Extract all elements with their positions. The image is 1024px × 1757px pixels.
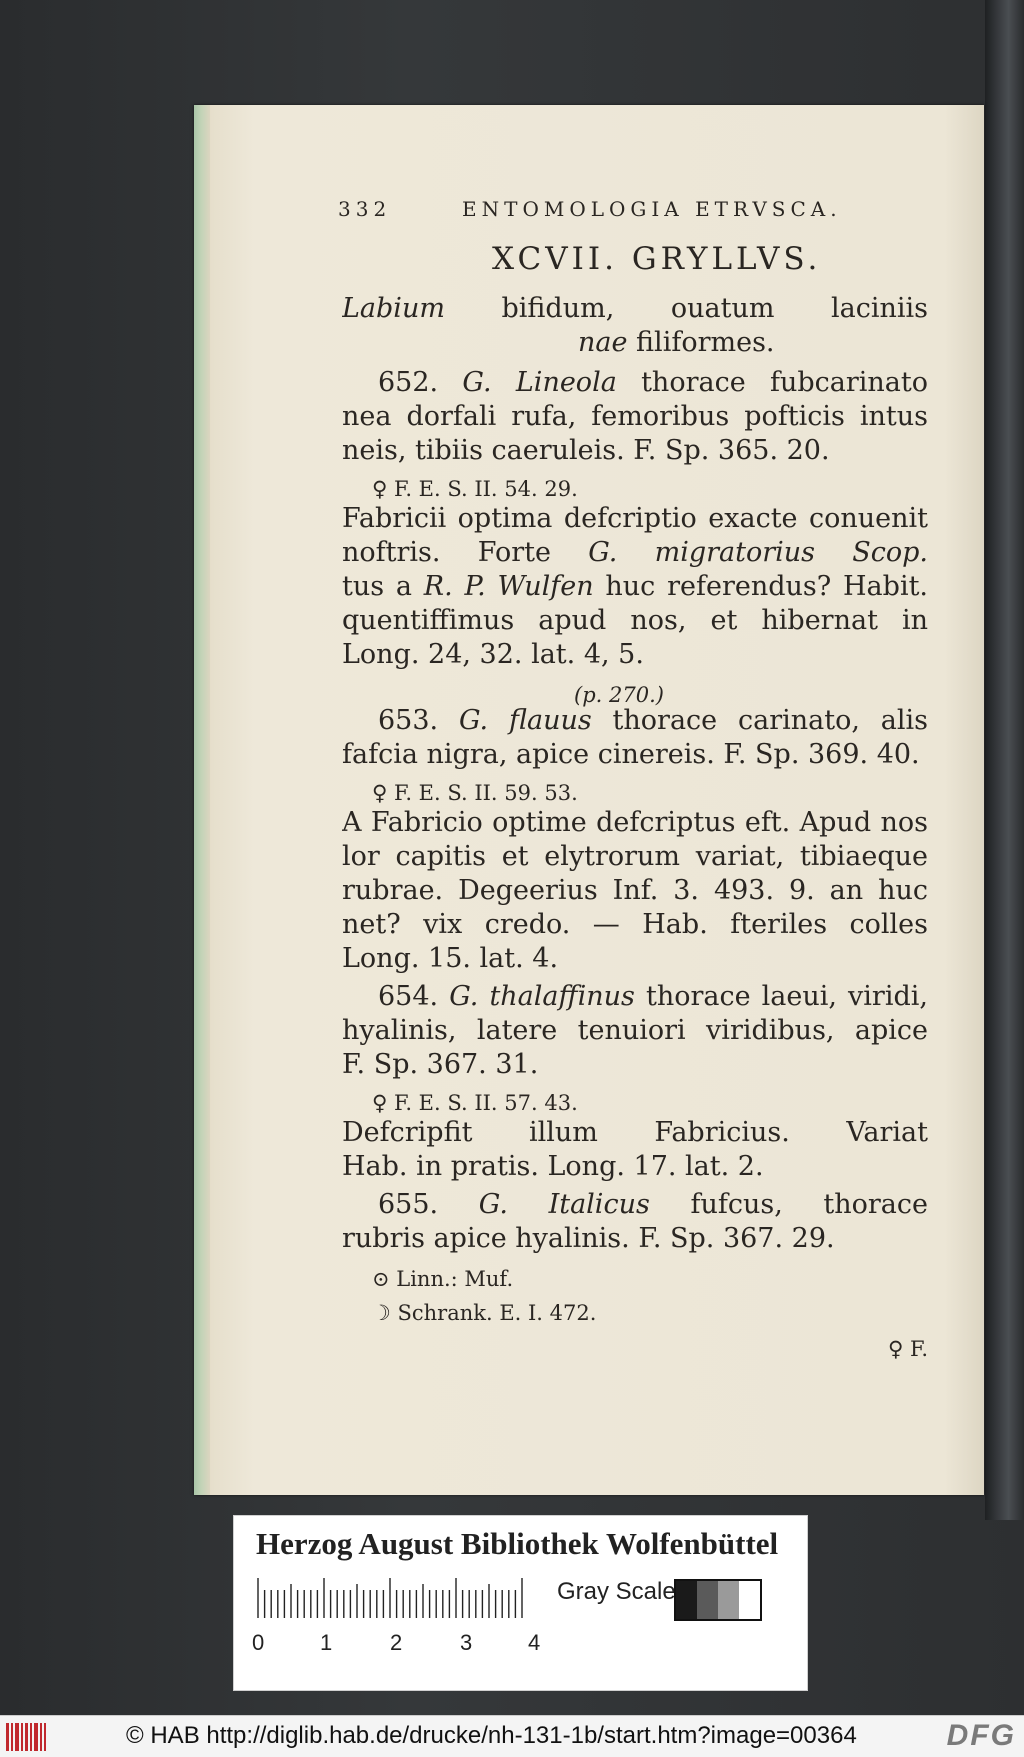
- text-span: lor capitis et elytrorum variat, tibiaeque: [342, 841, 928, 872]
- text-line: [372, 1087, 578, 1119]
- text-span: rubris apice hyalinis. F. Sp. 367. 29.: [342, 1223, 835, 1254]
- italic-text: G. Italicus: [478, 1189, 650, 1220]
- text-line: [342, 401, 928, 433]
- source-url[interactable]: © HAB http://diglib.hab.de/drucke/nh-131-1b/start.htm?image=00364: [126, 1722, 857, 1749]
- text-line: [372, 777, 578, 809]
- text-span: ⊙ Linn.: Muf.: [372, 1267, 514, 1291]
- text-span: rubrae. Degeerius Inf. 3. 493. 9. an huc: [342, 875, 928, 906]
- running-head: ENTOMOLOGIA ETRVSCA.: [462, 197, 842, 221]
- ruler-number: 4: [528, 1630, 541, 1655]
- ruler-scale: [256, 1578, 526, 1622]
- text-span: bifidum, ouatum laciniis: [501, 293, 928, 324]
- gray-swatch: [697, 1581, 718, 1619]
- library-card: [233, 1515, 808, 1691]
- text-line: [342, 1049, 538, 1081]
- text-span: fufcus, thorace: [690, 1189, 928, 1220]
- gray-scale-label: Gray Scale: [557, 1578, 676, 1605]
- text-span: ♀ F. E. S. II. 54. 29.: [372, 477, 578, 501]
- ruler-number: 0: [252, 1630, 265, 1655]
- text-span: tus a: [342, 571, 424, 602]
- text-span: Defcripfit illum Fabricius. Variat: [342, 1117, 928, 1148]
- text-span: net? vix credo. — Hab. fteriles colles: [342, 909, 928, 940]
- text-span: 655.: [378, 1189, 479, 1220]
- text-span: noftris. Forte: [342, 537, 589, 568]
- text-line: [378, 1189, 928, 1221]
- dfg-logo: DFG: [946, 1719, 1016, 1752]
- text-line: [342, 841, 928, 873]
- text-line: [342, 739, 920, 771]
- text-span: A Fabricio optime defcriptus eft. Apud nos: [342, 807, 928, 838]
- text-line: [578, 327, 775, 359]
- text-line: [342, 435, 830, 467]
- text-line: [378, 981, 928, 1013]
- text-span: fafcia nigra, apice cinereis. F. Sp. 369. 40.: [342, 739, 920, 770]
- text-line: [342, 909, 928, 941]
- footer-bar: [0, 1715, 1024, 1757]
- text-span: ♀ F.: [888, 1337, 929, 1361]
- text-span: thorace laeui, viridi,: [645, 981, 928, 1012]
- gray-swatch: [739, 1581, 760, 1619]
- text-span: filiformes.: [627, 327, 775, 358]
- text-line: [378, 705, 928, 737]
- text-span: huc referendus? Habit.: [605, 571, 928, 602]
- page-number: 332: [338, 197, 392, 221]
- text-span: thorace carinato, alis: [612, 705, 928, 736]
- italic-text: nae: [578, 327, 628, 358]
- gray-swatch: [676, 1581, 697, 1619]
- genus-heading: XCVII. GRYLLVS.: [492, 241, 822, 277]
- text-span: 653.: [378, 705, 459, 736]
- book-page: [194, 105, 984, 1495]
- text-line: [888, 1333, 928, 1365]
- italic-text: R. P. Wulfen: [423, 571, 594, 602]
- text-line: [342, 605, 928, 637]
- text-span: hyalinis, latere tenuiori viridibus, apice: [342, 1015, 928, 1046]
- barcode-icon: [6, 1723, 46, 1751]
- text-span: F. Sp. 367. 31.: [342, 1049, 539, 1080]
- text-span: ☽ Schrank. E. I. 472.: [372, 1301, 597, 1325]
- italic-text: (p. 270.): [574, 683, 664, 707]
- text-span: Long. 24, 32. lat. 4, 5.: [342, 639, 644, 670]
- text-line: [342, 639, 644, 671]
- text-line: [342, 1223, 835, 1255]
- text-line: [342, 943, 558, 975]
- text-span: ♀ F. E. S. II. 59. 53.: [372, 781, 578, 805]
- text-span: nea dorfali rufa, femoribus pofticis intus: [342, 401, 928, 432]
- text-span: Long. 15. lat. 4.: [342, 943, 559, 974]
- gray-swatch: [718, 1581, 739, 1619]
- ruler-number: 3: [460, 1630, 473, 1655]
- text-line: [342, 807, 928, 839]
- text-span: neis, tibiis caeruleis. F. Sp. 365. 20.: [342, 435, 830, 466]
- text-line: [342, 1015, 928, 1047]
- italic-text: G. flauus: [458, 705, 592, 736]
- book-edge-right: [985, 0, 1024, 1520]
- text-line: [342, 1151, 764, 1183]
- text-span: thorace fubcarinato: [641, 367, 928, 398]
- text-span: 652.: [378, 367, 463, 398]
- italic-text: Labium: [342, 293, 445, 324]
- italic-text: G. thalaffinus: [449, 981, 635, 1012]
- text-line: [372, 473, 578, 505]
- ruler-number: 2: [390, 1630, 403, 1655]
- ruler-number: 1: [320, 1630, 333, 1655]
- italic-text: G. migratorius Scop.: [588, 537, 928, 568]
- text-line: [342, 875, 928, 907]
- text-span: Fabricii optima defcriptio exacte conuenit: [342, 503, 928, 534]
- gray-scale-swatch: [674, 1579, 762, 1621]
- text-line: [378, 367, 928, 399]
- text-span: ♀ F. E. S. II. 57. 43.: [372, 1091, 578, 1115]
- text-line: [372, 1263, 513, 1295]
- text-line: [342, 293, 928, 325]
- text-span: quentiffimus apud nos, et hibernat in: [342, 605, 928, 636]
- italic-text: G. Lineola: [462, 367, 617, 398]
- text-line: [342, 503, 928, 535]
- library-name: Herzog August Bibliothek Wolfenbüttel: [256, 1526, 779, 1561]
- text-line: [342, 537, 928, 569]
- text-line: [342, 1117, 928, 1149]
- text-span: 654.: [378, 981, 450, 1012]
- page-edge: [194, 105, 210, 1495]
- text-line: [342, 571, 928, 603]
- text-span: Hab. in pratis. Long. 17. lat. 2.: [342, 1151, 764, 1182]
- text-line: [372, 1297, 596, 1329]
